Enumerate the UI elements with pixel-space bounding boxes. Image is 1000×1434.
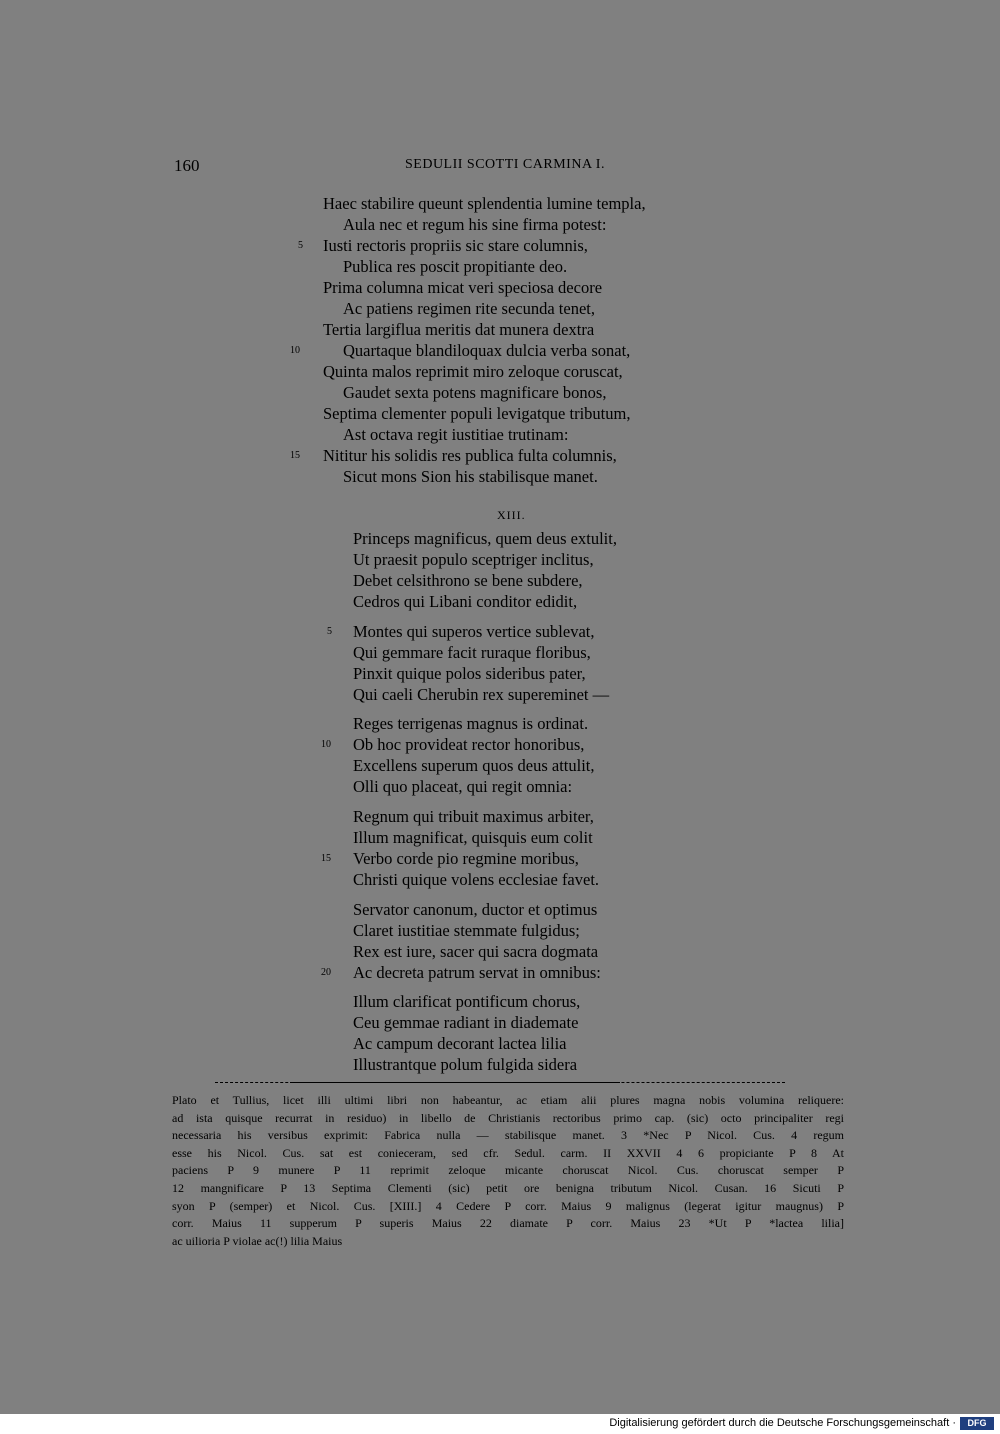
line-number: 10: [321, 739, 331, 750]
line-number: 10: [290, 345, 300, 356]
page-header: [0, 156, 1000, 178]
verse-line: Nititur his solidis res publica fulta columnis,: [323, 446, 617, 465]
verse-line: Iusti rectoris propriis sic stare columnis,: [323, 236, 588, 255]
verse-line: Verbo corde pio regmine moribus,: [353, 849, 579, 868]
verse-line: Regnum qui tribuit maximus arbiter,: [353, 807, 594, 826]
apparatus-line: necessaria his versibus exprimit: Fabrica nulla — stabilisque manet. 3 *Nec P Nicol. Cus. 4 regum: [172, 1128, 844, 1143]
footnote-divider-solid: [290, 1082, 620, 1083]
verse-line: Ob hoc provideat rector honoribus,: [353, 735, 585, 754]
apparatus-line: 12 mangnificare P 13 Septima Clementi (sic) petit ore benigna tributum Nicol. Cusan. 16 Sicuti P: [172, 1180, 844, 1195]
verse-line: Ac patiens regimen rite secunda tenet,: [343, 299, 595, 318]
verse-line: Sicut mons Sion his stabilisque manet.: [343, 467, 598, 486]
verse-line: Aula nec et regum his sine firma potest:: [343, 215, 607, 234]
funding-footer: [0, 1414, 1000, 1434]
verse-line: Prima columna micat veri speciosa decore: [323, 278, 603, 297]
apparatus-line: ac uilioria P violae ac(!) lilia Maius: [172, 1233, 343, 1248]
verse-line: Ac decreta patrum servat in omnibus:: [353, 963, 601, 982]
verse-line: Ut praesit populo sceptriger inclitus,: [353, 550, 594, 569]
page-number: 160: [174, 156, 200, 175]
line-number: 5: [327, 626, 332, 637]
verse-line: Tertia largiflua meritis dat munera dextra: [323, 320, 595, 339]
section-heading: XIII.: [497, 508, 526, 522]
verse-line: Quartaque blandiloquax dulcia verba sonat,: [343, 341, 631, 360]
verse-line: Illum magnificat, quisquis eum colit: [353, 828, 593, 847]
verse-line: Claret iustitiae stemmate fulgidus;: [353, 921, 580, 940]
verse-line: Cedros qui Libani conditor edidit,: [353, 592, 578, 611]
line-number: 5: [298, 240, 303, 251]
verse-line: Servator canonum, ductor et optimus: [353, 900, 598, 919]
critical-apparatus: [172, 1092, 844, 1250]
verse-line: Montes qui superos vertice sublevat,: [353, 622, 595, 641]
line-number: 15: [290, 450, 300, 461]
verse-line: Debet celsithrono se bene subdere,: [353, 571, 583, 590]
dfg-logo: DFG: [960, 1417, 994, 1430]
verse-line: Illustrantque polum fulgida sidera: [353, 1055, 578, 1074]
verse-line: Rex est iure, sacer qui sacra dogmata: [353, 942, 599, 961]
verse-line: Reges terrigenas magnus is ordinat.: [353, 714, 589, 733]
running-title: SEDULII SCOTTI CARMINA I.: [405, 157, 605, 172]
verse-line: Olli quo placeat, qui regit omnia:: [353, 777, 573, 796]
verse-line: Pinxit quique polos sideribus pater,: [353, 664, 586, 683]
verse-line: Quinta malos reprimit miro zeloque coruscat,: [323, 362, 623, 381]
verse-line: Qui caeli Cherubin rex supereminet —: [353, 685, 610, 704]
apparatus-line: syon P (semper) et Nicol. Cus. [XIII.] 4 Cedere P corr. Maius 9 malignus (legerat igitur maugnus) P: [172, 1198, 844, 1213]
apparatus-line: Plato et Tullius, licet illi ultimi libri non habeantur, ac etiam alii plures magna nobis volumina reliquere:: [172, 1093, 844, 1107]
apparatus-line: ad ista quisque recurrat in residuo) in libello de Christianis rectoribus primo cap. (sic) octo principaliter regi: [172, 1110, 844, 1125]
verse-line: Ceu gemmae radiant in diademate: [353, 1013, 579, 1032]
verse-line: Princeps magnificus, quem deus extulit,: [353, 529, 617, 548]
verse-line: Septima clementer populi levigatque tributum,: [323, 404, 631, 423]
verse-line: Publica res poscit propitiante deo.: [343, 257, 568, 276]
verse-line: Ac campum decorant lactea lilia: [353, 1034, 567, 1053]
verse-line: Christi quique volens ecclesiae favet.: [353, 870, 600, 889]
verse-line: Haec stabilire queunt splendentia lumine templa,: [323, 194, 646, 213]
apparatus-line: esse his Nicol. Cus. sat est conieceram, sed cfr. Sedul. carm. II XXVII 4 6 propiciante P 8 At: [172, 1145, 844, 1160]
verse-line: Gaudet sexta potens magnificare bonos,: [343, 383, 607, 402]
line-number: 20: [321, 967, 331, 978]
funding-notice: Digitalisierung gefördert durch die Deutsche Forschungsgemeinschaft ·: [609, 1417, 956, 1429]
verse-line: Excellens superum quos deus attulit,: [353, 756, 595, 775]
line-number: 15: [321, 853, 331, 864]
verse-line: Ast octava regit iustitiae trutinam:: [343, 425, 569, 444]
apparatus-line: corr. Maius 11 supperum P superis Maius 22 diamate P corr. Maius 23 *Ut P *lactea lilia]: [172, 1216, 844, 1231]
verse-line: Illum clarificat pontificum chorus,: [353, 992, 581, 1011]
apparatus-line: paciens P 9 munere P 11 reprimit zeloque micante choruscat Nicol. Cus. choruscat semper P: [172, 1163, 844, 1178]
verse-line: Qui gemmare facit ruraque floribus,: [353, 643, 591, 662]
